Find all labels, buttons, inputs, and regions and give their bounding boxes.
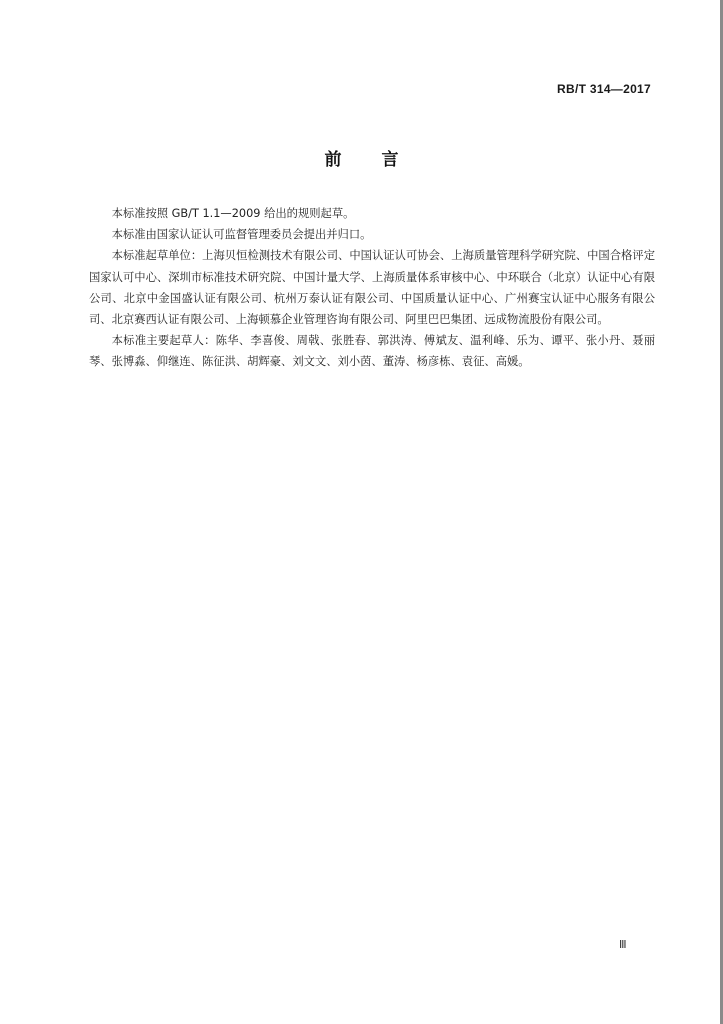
foreword-body [89,203,655,373]
paragraph-drafting-rules: 本标准按照 GB/T 1.1—2009 给出的规则起草。 [111,207,355,220]
standard-number: RB/T 314—2017 [557,82,651,96]
paragraph-drafting-units: 本标准起草单位：上海贝恒检测技术有限公司、中国认证认可协会、上海质量管理科学研究院、中国合格评定国家认可中心、深圳市标准技术研究院、中国计量大学、上海质量体系审核中心、中环联合（北京）认证中心有限公司、北京中金国盛认证有限公司、杭州万泰认证有限公司、中国质量认证中心、广州赛宝认证中心服务有限公司、北京赛西认证有限公司、上海顿慕企业管理咨询有限公司、阿里巴巴集团、远成物流股份有限公司。 [89,249,655,327]
paragraph-proposer: 本标准由国家认证认可监督管理委员会提出并归口。 [111,228,372,242]
page-title: 前言 [324,150,439,170]
page-number: Ⅲ [619,939,627,951]
paragraph-drafters: 本标准主要起草人：陈华、李喜俊、周戟、张胜春、郭洪涛、傅斌友、温利峰、乐为、谭平、张小丹、聂丽琴、张博淼、仰继连、陈征洪、胡辉豪、刘文文、刘小茵、董涛、杨彦栋、袁征、高媛。 [89,334,655,369]
